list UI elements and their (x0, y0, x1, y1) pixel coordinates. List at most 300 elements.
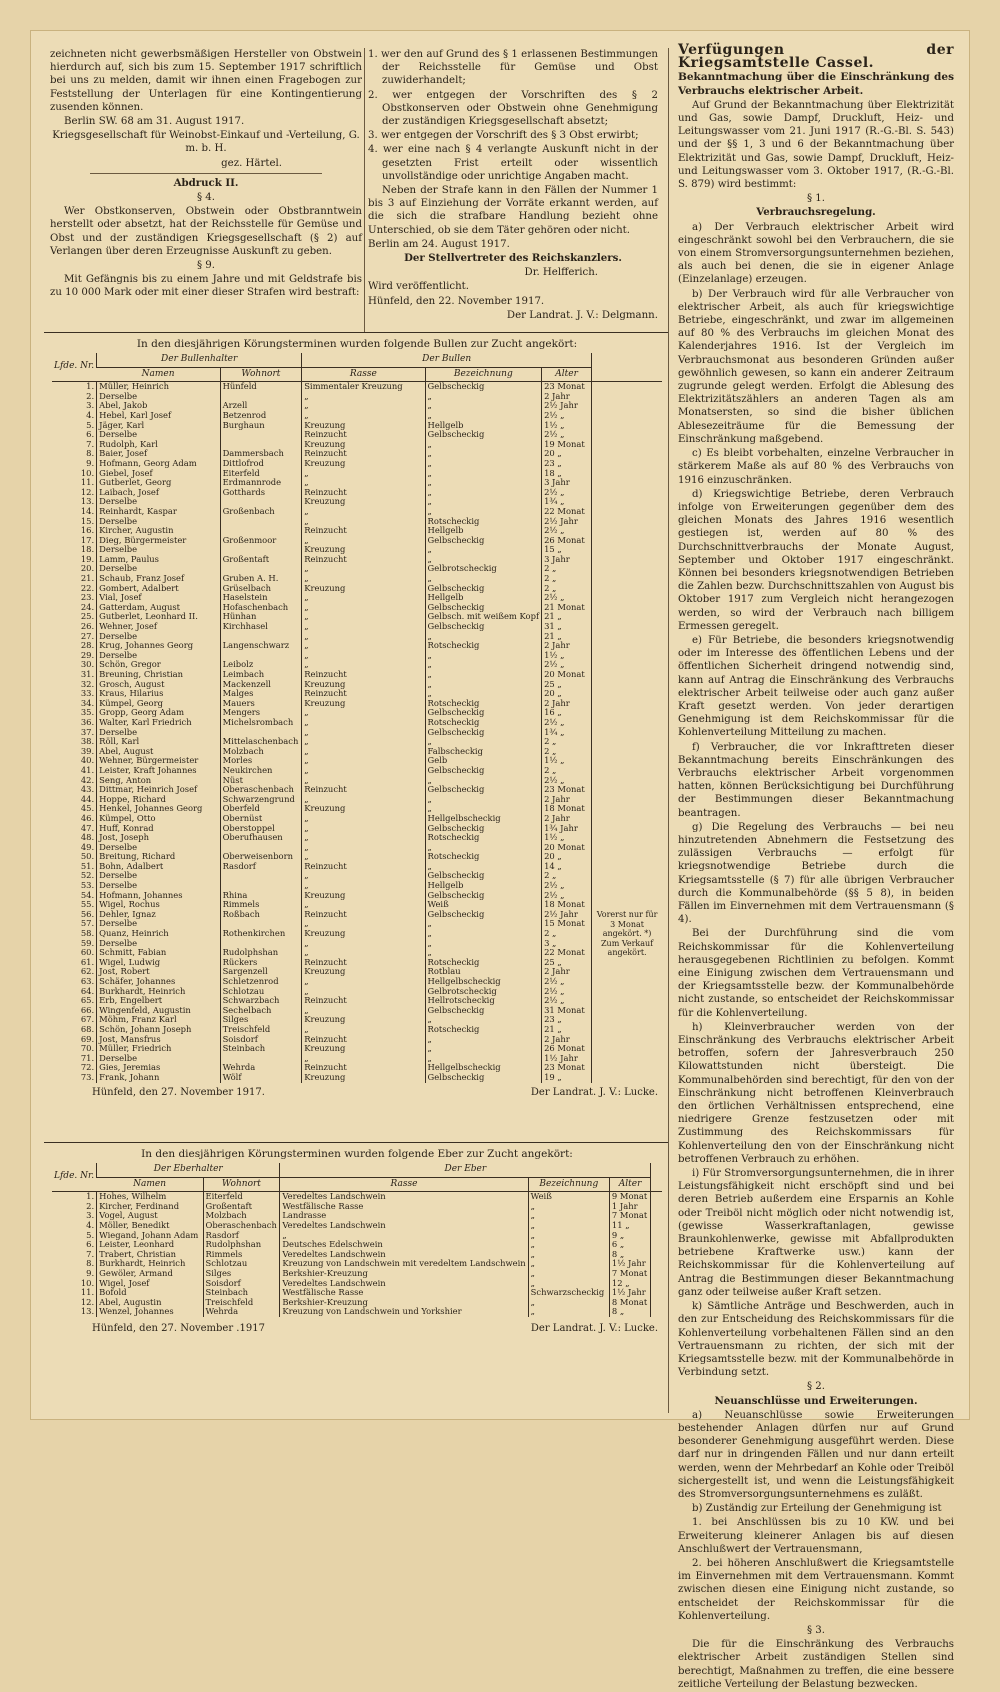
cell-alter: 9 Monat (609, 1192, 650, 1202)
paragraph: f) Verbraucher, die vor Inkrafttreten dieser Bekanntmachung bereits Einschränkungen des Verbrauchs elektrischer Arbeit vorgenommen hatten, können Berücksichtigung bei Durchführung der Bestimmungen dieser Bekanntmachung beantragen. (678, 741, 954, 819)
cell-bez: Gelbscheckig (425, 382, 542, 392)
table-row (52, 987, 662, 997)
cell-name: Wiegand, Johann Adam (97, 1231, 203, 1241)
cell-bez: „ (528, 1279, 609, 1289)
table-row (52, 593, 662, 603)
cell-nr: 65. (80, 996, 95, 1006)
cell-alter: 7 Monat (609, 1269, 650, 1279)
cell-alter: 2 Jahr (542, 967, 592, 977)
table-row (52, 852, 662, 862)
table-row (52, 1307, 662, 1317)
cell-alter: 2½ „ (542, 977, 592, 987)
cell-rasse: „ (302, 939, 425, 949)
paragraph: Neben der Strafe kann in den Fällen der Nummer 1 bis 3 auf Einziehung der Vorräte erkannt werden, auf die sich die strafbare Handlung bezieht ohne Unterschied, ob sie dem Täter gehören oder nicht. (368, 185, 658, 236)
column-header-ort: Wohnort (203, 1177, 280, 1192)
cell-nr: 27. (80, 631, 95, 641)
cell-rasse: „ (302, 632, 425, 642)
cell-name: Burkhardt, Heinrich (97, 987, 220, 997)
cell-name: Möller, Benedikt (97, 1221, 203, 1231)
cell-name: Derselbe (97, 919, 220, 929)
cell-ort: Burghaun (220, 421, 302, 431)
list-item: 3. wer entgegen der Vorschrift des § 3 Obst erwirbt; (368, 130, 639, 142)
table-row (52, 1288, 662, 1298)
cell-nr: 64. (80, 986, 95, 996)
cell-nr: 50. (80, 852, 95, 862)
cell-name: Hebel, Karl Josef (97, 411, 220, 421)
cell-alter: 18 „ (542, 469, 592, 479)
cell-alter: 1½ Jahr (609, 1259, 650, 1269)
cell-ort: Soisdorf (203, 1279, 280, 1289)
cell-bez: Gelbscheckig (425, 910, 542, 920)
signatory-name: Dr. Helfferich. (524, 267, 598, 279)
cell-rasse: Kreuzung (302, 699, 425, 709)
cell-nr: 20. (80, 564, 95, 574)
column-header-alter: Alter (542, 367, 592, 382)
article-title: Verfügungen der Kriegsamtstelle Cassel. (678, 42, 954, 72)
table-row (52, 660, 662, 670)
cell-alter: 8 „ (609, 1250, 650, 1260)
cell-ort: Mittelaschenbach (220, 737, 302, 747)
cell-name: Jost, Mansfrus (97, 1035, 220, 1045)
cell-name: Bohn, Adalbert (97, 862, 220, 872)
cell-name: Wenzel, Johannes (97, 1307, 203, 1317)
cell-name: Frank, Johann (97, 1073, 220, 1083)
table-row (52, 919, 662, 929)
cell-bez: „ (528, 1231, 609, 1241)
cell-ort: Silges (220, 1015, 302, 1025)
table-row (52, 871, 662, 881)
table-row (52, 641, 662, 651)
cell-nr: 1. (86, 1191, 95, 1202)
cell-alter: 2 „ (542, 747, 592, 757)
cell-ort: Oberaschenbach (203, 1221, 280, 1231)
cell-ort (220, 545, 302, 555)
cell-nr: 12. (80, 487, 95, 497)
section-mark: § 4. (196, 192, 216, 204)
column-right (678, 44, 954, 1692)
column-header-bez: Bezeichnung (528, 1177, 609, 1192)
cell-nr: 53. (80, 881, 95, 891)
cell-name: Breitung, Richard (97, 852, 220, 862)
cell-rasse: Kreuzung (302, 680, 425, 690)
cell-bez: „ (528, 1250, 609, 1260)
column-header-nr: Lfde. Nr. (52, 1163, 97, 1192)
cell-ort: Großenmoor (220, 536, 302, 546)
cell-rasse: „ (302, 564, 425, 574)
cell-rasse: „ (280, 1231, 528, 1241)
cell-alter: 3 Jahr (542, 555, 592, 565)
cell-rasse: Berkshier-Kreuzung (280, 1269, 528, 1279)
cell-bez: Hellgelb (425, 421, 542, 431)
cell-nr: 73. (80, 1072, 95, 1082)
cell-rasse: „ (302, 392, 425, 402)
cell-name: Derselbe (97, 632, 220, 642)
cell-rasse: Kreuzung (302, 967, 425, 977)
table-row (52, 1269, 662, 1279)
table-row (52, 766, 662, 776)
cell-nr: 62. (80, 967, 95, 977)
cell-name: Gies, Jeremias (97, 1063, 220, 1073)
cell-alter: 2½ „ (542, 488, 592, 498)
cell-ort (220, 526, 302, 536)
cell-alter: 1½ „ (542, 756, 592, 766)
cell-alter: 22 Monat (542, 948, 592, 958)
cell-ort: Morles (220, 756, 302, 766)
cell-name: Müller, Friedrich (97, 1044, 220, 1054)
cell-alter: 2 „ (542, 871, 592, 881)
cell-rasse: „ (302, 737, 425, 747)
cell-alter: 14 „ (542, 862, 592, 872)
cell-ort: Oberweisenborn (220, 852, 302, 862)
cell-name: Gombert, Adalbert (97, 584, 220, 594)
cell-ort: Grüselbach (220, 584, 302, 594)
cell-rasse: „ (302, 756, 425, 766)
cell-name: Erb, Engelbert (97, 996, 220, 1006)
paragraph: e) Für Betriebe, die besonders kriegsnotwendig oder im Interesse des öffentlichen Lebens und der öffentlichen Sicherheit dringend notwendig sind, kann auf Antrag die Einschränkung des Verbrauchs elektrischer Arbeit teilweise oder auch ganz außer Kraft gesetzt werden. Von jeder derartigen Genehmigung ist dem Reichskommissar für die Kohlenverteilung Mitteilung zu machen. (678, 634, 954, 739)
paragraph: Auf Grund der Bekanntmachung über Elektrizität und Gas, sowie Dampf, Druckluft, Heiz- und Leitungswasser vom 21. Juni 1917 (R.-G.-Bl. S. 543) und der §§ 1, 3 und 6 der Bekanntmachung über Elektrizität und Gas, sowie Dampf, Druckluft, Heiz- und Leitungswasser vom 3. Oktober 1917, (R.-G.-Bl. S. 879) wird bestimmt: (678, 99, 954, 191)
cell-bez: „ (528, 1269, 609, 1279)
paragraph: k) Sämtliche Anträge und Beschwerden, auch in den zur Entscheidung des Reichskommissars für die Kohlenverteilung vorbehaltenen Fällen sind an den Vertrauensmann zu richten, der sich mit der Kriegsamtsstelle bezw. mit der Kommunalbehörde in Verbindung setzt. (678, 1301, 954, 1379)
cell-ort: Dittlofrod (220, 459, 302, 469)
cell-name: Derselbe (97, 564, 220, 574)
cell-name: Schaub, Franz Josef (97, 574, 220, 584)
cell-name: Wehner, Bürgermeister (97, 756, 220, 766)
cell-name: Baier, Josef (97, 449, 220, 459)
table-row (52, 1035, 662, 1045)
cell-bez: „ (425, 632, 542, 642)
cell-ort: Eiterfeld (220, 469, 302, 479)
cell-alter: 2 „ (542, 584, 592, 594)
paragraph: h) Kleinverbraucher werden von der Einschränkung des Verbrauchs elektrischer Arbeit betroffen, sofern der Jahresverbrauch 250 Kilowattstunden nicht übersteigt. Die Kommunalbehörden sind berechtigt, für den von der Einschränkung nicht betroffenen Kleinverbrauch den örtlichen Verhältnissen entsprechend, eine niedrigere Grenze festzusetzen oder mit Zustimmung des Reichskommissars für Kohlenverteilung den von der Einschränkung nicht betroffenen Verbrauch zu erhöhen. (678, 1021, 954, 1165)
cell-name: Kümpel, Otto (97, 814, 220, 824)
cell-rasse: „ (302, 977, 425, 987)
cell-name: Derselbe (97, 430, 220, 440)
cell-ort: Obernüst (220, 814, 302, 824)
cell-bez: Gelbrotscheckig (425, 564, 542, 574)
cell-ort: Mauers (220, 699, 302, 709)
cell-alter: 1½ Jahr (609, 1288, 650, 1298)
cell-ort: Michelsrombach (220, 718, 302, 728)
cell-rasse: „ (302, 900, 425, 910)
cell-alter: 26 Monat (542, 536, 592, 546)
cell-rasse: „ (302, 401, 425, 411)
date-line: Berlin SW. 68 am 31. August 1917. (64, 116, 245, 128)
table-row (52, 651, 662, 661)
cell-alter: 22 Monat (542, 507, 592, 517)
cell-ort: Hünhan (220, 612, 302, 622)
table-row (52, 958, 662, 968)
paragraph: 1. bei Anschlüssen bis zu 10 KW. und bei Erweiterung kleinerer Anlagen bis auf diesen Anschlußwert der Vertrauensmann, (678, 1517, 954, 1555)
cell-bez: „ (425, 440, 542, 450)
cell-rasse: Reinzucht (302, 1035, 425, 1045)
cell-alter: 21 „ (542, 612, 592, 622)
cell-name: Schmitt, Fabian (97, 948, 220, 958)
cell-alter: 1¾ „ (542, 497, 592, 507)
cell-alter: 2 Jahr (542, 392, 592, 402)
cell-ort (220, 843, 302, 853)
cell-bez: „ (425, 919, 542, 929)
cell-nr: 51. (80, 861, 95, 871)
table-row (52, 910, 662, 920)
cell-rasse: „ (302, 747, 425, 757)
cell-rasse: „ (302, 881, 425, 891)
cell-ort: Schlotzau (220, 987, 302, 997)
table-row (52, 1231, 662, 1241)
cell-nr: 68. (80, 1024, 95, 1034)
cell-name: Burkhardt, Heinrich (97, 1259, 203, 1269)
bulls-table (52, 353, 662, 1083)
table-row (52, 1192, 662, 1202)
group-header-halter: Der Bullenhalter (97, 353, 302, 367)
cell-alter: 20 Monat (542, 843, 592, 853)
cell-ort: Oberfeld (220, 804, 302, 814)
table-row (52, 1202, 662, 1212)
table-row (52, 708, 662, 718)
cell-bez: Hellgelb (425, 526, 542, 536)
column-header-name: Namen (97, 1177, 203, 1192)
landrat-signature: Der Landrat. J. V.: Lucke. (530, 1322, 658, 1334)
table-row (52, 862, 662, 872)
cell-bez: Gelb (425, 756, 542, 766)
table-row (52, 545, 662, 555)
cell-alter: 1½ Jahr (542, 1054, 592, 1064)
cell-nr: 23. (80, 593, 95, 603)
cell-bez: „ (425, 776, 542, 786)
table-row (52, 478, 662, 488)
table-row (52, 1250, 662, 1260)
cell-name: Dehler, Ignaz (97, 910, 220, 920)
cell-rasse: Reinzucht (302, 449, 425, 459)
cell-bez: „ (528, 1211, 609, 1221)
cell-rasse: „ (302, 766, 425, 776)
cell-rasse: Reinzucht (302, 689, 425, 699)
cell-name: Derselbe (97, 517, 220, 527)
cell-nr: 60. (80, 948, 95, 958)
table-row (52, 1259, 662, 1269)
cell-name: Grosch, August (97, 680, 220, 690)
cell-nr: 33. (80, 689, 95, 699)
paragraph: 2. bei höheren Anschlußwert die Kriegsamtstelle im Einvernehmen mit dem Vertrauensmann. Kommt zwischen diesen eine Einigung nicht zustande, so entscheidet der Reichskommissar für die Kohlenverteilung. (678, 1557, 954, 1622)
cell-bez: Rotscheckig (425, 958, 542, 968)
cell-name: Dittmar, Heinrich Josef (97, 785, 220, 795)
cell-bez: „ (425, 929, 542, 939)
table-row (52, 977, 662, 987)
paragraph: b) Der Verbrauch wird für alle Verbraucher von elektrischer Arbeit, als auch für kriegswichtige Betriebe, eingeschränkt, und zwar im allgemeinen auf 80 % des Verbrauchs im gleichen Monat des Kalenderjahres 1916. Ist der Vergleich im Verbrauchsmonat aus besonderen Gründen außer gewöhnlich gewesen, so kann ein anderer Zeitraum zugrunde gelegt werden. Erfolgt die Ablesung des Elektrizitätszählers an anderen Tagen als am Monatsersten, so sind die bisher üblichen Ablesezeiträume für die Bemessung der Einschränkung maßgebend. (678, 288, 954, 445)
cell-name: Trabert, Christian (97, 1250, 203, 1260)
cell-rasse: „ (302, 708, 425, 718)
cell-rasse: Reinzucht (302, 785, 425, 795)
newspaper-page (30, 30, 970, 1690)
cell-bez: Gelbscheckig (425, 891, 542, 901)
table-row (52, 680, 662, 690)
cell-ort: Sechelbach (220, 1006, 302, 1016)
cell-bez: Gelbscheckig (425, 824, 542, 834)
cell-rasse: Deutsches Edelschwein (280, 1240, 528, 1250)
cell-ort: Gruben A. H. (220, 574, 302, 584)
cell-nr: 40. (80, 756, 95, 766)
table-row (52, 469, 662, 479)
cell-nr: 3. (86, 1211, 95, 1221)
cell-alter: 2 „ (542, 737, 592, 747)
cell-bez: „ (528, 1298, 609, 1308)
table-row (52, 785, 662, 795)
cell-rasse: „ (302, 612, 425, 622)
cell-nr: 5. (86, 420, 95, 430)
cell-nr: 7. (86, 1249, 95, 1259)
cell-ort (220, 728, 302, 738)
section-heading: Verbrauchsregelung. (756, 206, 876, 219)
column-header-rasse: Rasse (280, 1177, 528, 1192)
cell-rasse: „ (302, 776, 425, 786)
cell-name: Röll, Karl (97, 737, 220, 747)
cell-nr: 44. (80, 794, 95, 804)
cell-nr: 36. (80, 717, 95, 727)
cell-nr: 11. (80, 478, 95, 488)
cell-ort (220, 564, 302, 574)
cell-name: Abel, Jakob (97, 401, 220, 411)
cell-name: Leister, Leonhard (97, 1240, 203, 1250)
cell-ort: Malges (220, 689, 302, 699)
cell-alter: 21 „ (542, 632, 592, 642)
cell-rasse: Reinzucht (302, 526, 425, 536)
date-line: Hünfeld, den 22. November 1917. (368, 295, 545, 307)
cell-alter: 31 Monat (542, 1006, 592, 1016)
cell-nr: 3. (86, 401, 95, 411)
cell-name: Derselbe (97, 728, 220, 738)
cell-alter: 7 Monat (609, 1211, 650, 1221)
cell-ort (220, 871, 302, 881)
remark-note: Vorerst nur für 3 Monat angekört. *) Zum Verkauf angekört. (596, 910, 658, 958)
cell-rasse: „ (302, 871, 425, 881)
cell-rasse: Kreuzung (302, 929, 425, 939)
cell-bez: „ (528, 1221, 609, 1231)
cell-ort (220, 440, 302, 450)
cell-ort: Rasdorf (220, 862, 302, 872)
table-row (52, 689, 662, 699)
cell-bez: „ (425, 680, 542, 690)
cell-nr: 47. (80, 823, 95, 833)
cell-rasse: „ (302, 1025, 425, 1035)
cell-nr: 56. (80, 909, 95, 919)
cell-nr: 11. (80, 1288, 95, 1298)
cell-alter: 2 Jahr (542, 641, 592, 651)
cell-name: Wigel, Ludwig (97, 958, 220, 968)
cell-bez: Rotscheckig (425, 1025, 542, 1035)
cell-bez: „ (425, 507, 542, 517)
cell-name: Seng, Anton (97, 776, 220, 786)
cell-alter: 25 „ (542, 958, 592, 968)
cell-rasse: Reinzucht (302, 996, 425, 1006)
table-row (52, 411, 662, 421)
cell-ort: Großentaft (203, 1202, 280, 1212)
cell-name: Walter, Karl Friedrich (97, 718, 220, 728)
cell-nr: 55. (80, 900, 95, 910)
cell-nr: 45. (80, 804, 95, 814)
table-row (52, 939, 662, 949)
cell-rasse: Simmentaler Kreuzung (302, 382, 425, 392)
table-row (52, 459, 662, 469)
cell-bez: „ (425, 1035, 542, 1045)
column-middle (368, 48, 658, 323)
cell-name: Schön, Gregor (97, 660, 220, 670)
cell-ort: Dammersbach (220, 449, 302, 459)
cell-ort: Rothenkirchen (220, 929, 302, 939)
cell-name: Hofmann, Georg Adam (97, 459, 220, 469)
organization: Kriegsgesellschaft für Weinobst-Einkauf und -Verteilung, G. m. b. H. (52, 130, 360, 155)
cell-name: Derselbe (97, 1054, 220, 1064)
cell-ort: Oberstoppel (220, 824, 302, 834)
cell-rasse: „ (302, 795, 425, 805)
cell-name: Leister, Kraft Johannes (97, 766, 220, 776)
cell-rasse: Kreuzung (302, 1015, 425, 1025)
table-row (52, 507, 662, 517)
cell-nr: 12. (80, 1297, 95, 1307)
cell-alter: 2 „ (542, 574, 592, 584)
cell-name: Gutberlet, Georg (97, 478, 220, 488)
cell-ort: Molzbach (203, 1211, 280, 1221)
table-row (52, 449, 662, 459)
table-row (52, 833, 662, 843)
cell-alter: 23 Monat (542, 1063, 592, 1073)
cell-bez: Hellgelb (425, 881, 542, 891)
cell-nr: 26. (80, 622, 95, 632)
cell-bez: Gelbscheckig (425, 622, 542, 632)
cell-alter: 2½ „ (542, 411, 592, 421)
cell-ort: Gotthards (220, 488, 302, 498)
section-mark: § 2. (806, 1381, 826, 1393)
cell-nr: 39. (80, 746, 95, 756)
cell-nr: 43. (80, 785, 95, 795)
cell-rasse: Reinzucht (302, 1063, 425, 1073)
cell-name: Schön, Johann Joseph (97, 1025, 220, 1035)
table-row (52, 881, 662, 891)
cell-rasse: „ (302, 843, 425, 853)
cell-nr: 41. (80, 765, 95, 775)
cell-nr: 18. (80, 545, 95, 555)
column-header-bez: Bezeichnung (425, 367, 542, 382)
cell-ort: Treischfeld (203, 1298, 280, 1308)
cell-nr: 5. (86, 1230, 95, 1240)
cell-name: Möhm, Franz Karl (97, 1015, 220, 1025)
cell-ort: Rückers (220, 958, 302, 968)
cell-bez: „ (425, 411, 542, 421)
cell-name: Gutberlet, Leonhard II. (97, 612, 220, 622)
cell-bez: „ (425, 555, 542, 565)
cell-ort (220, 632, 302, 642)
table-row (52, 430, 662, 440)
cell-name: Derselbe (97, 939, 220, 949)
cell-remark (651, 1192, 662, 1317)
cell-rasse: Reinzucht (302, 555, 425, 565)
cell-ort: Hofaschenbach (220, 603, 302, 613)
column-header-ort: Wohnort (220, 367, 302, 382)
cell-bez: Rotscheckig (425, 833, 542, 843)
cell-rasse: Veredeltes Landschwein (280, 1250, 528, 1260)
cell-alter: 2½ „ (542, 891, 592, 901)
cell-nr: 67. (80, 1015, 95, 1025)
cell-alter: 2½ „ (542, 996, 592, 1006)
cell-nr: 66. (80, 1005, 95, 1015)
cell-bez: „ (425, 469, 542, 479)
cell-name: Dieg, Bürgermeister (97, 536, 220, 546)
cell-nr: 38. (80, 737, 95, 747)
paragraph: zeichneten nicht gewerbsmäßigen Hersteller von Obstwein hierdurch auf, sich bis zum 15. September 1917 schriftlich bei uns zu melden, damit wir ihnen einen Fragebogen zur Feststellung der Unterlagen für eine Kontingentierung zusenden können. (50, 49, 362, 113)
table-row (52, 804, 662, 814)
cell-name: Breuning, Christian (97, 670, 220, 680)
cell-alter: 8 „ (609, 1307, 650, 1317)
cell-ort: Großentaft (220, 555, 302, 565)
cell-rasse: Kreuzung (302, 440, 425, 450)
